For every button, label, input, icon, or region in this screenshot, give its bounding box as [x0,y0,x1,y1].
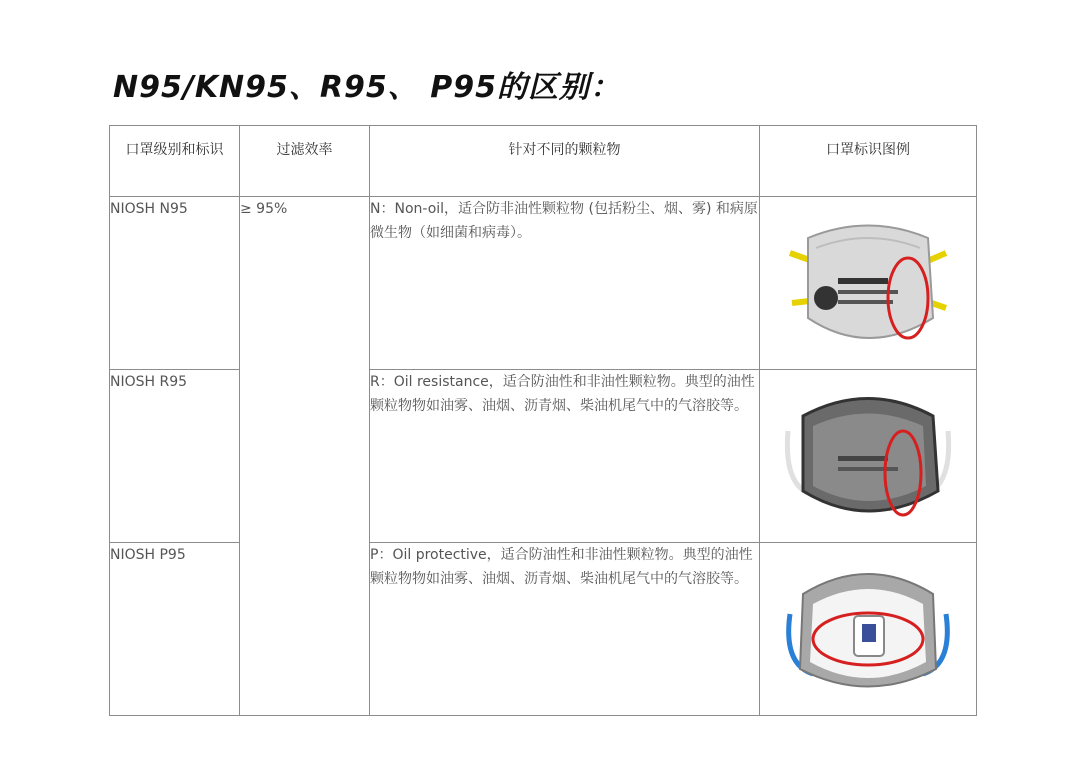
header-efficiency: 过滤效率 [240,126,370,197]
header-legend: 口罩标识图例 [760,126,977,197]
legend-cell [760,197,977,370]
description-cell: N：Non-oil，适合防非油性颗粒物 (包括粉尘、烟、雾) 和病原微生物（如细菌和病毒）。 [370,197,760,370]
description-cell: P：Oil protective，适合防油性和非油性颗粒物。典型的油性颗粒物物如油雾、油烟、沥青烟、柴油机尾气中的气溶胶等。 [370,543,760,716]
white-n95-mask-icon [778,208,958,358]
legend-cell [760,370,977,543]
gray-r95-mask-icon [778,381,958,531]
header-level: 口罩级别和标识 [110,126,240,197]
table-header-row [110,126,977,197]
page-title: N95/KN95、R95、 P95的区别： [113,70,621,105]
valved-p95-mask-icon [778,554,958,704]
legend-cell [760,543,977,716]
level-cell: NIOSH R95 [110,370,240,543]
efficiency-cell: ≥ 95% [240,197,370,716]
level-cell: NIOSH N95 [110,197,240,370]
comparison-table [109,125,977,716]
description-cell: R：Oil resistance，适合防油性和非油性颗粒物。典型的油性颗粒物物如油雾、油烟、沥青烟、柴油机尾气中的气溶胶等。 [370,370,760,543]
header-particles: 针对不同的颗粒物 [370,126,760,197]
level-cell: NIOSH P95 [110,543,240,716]
table-row [110,197,977,370]
